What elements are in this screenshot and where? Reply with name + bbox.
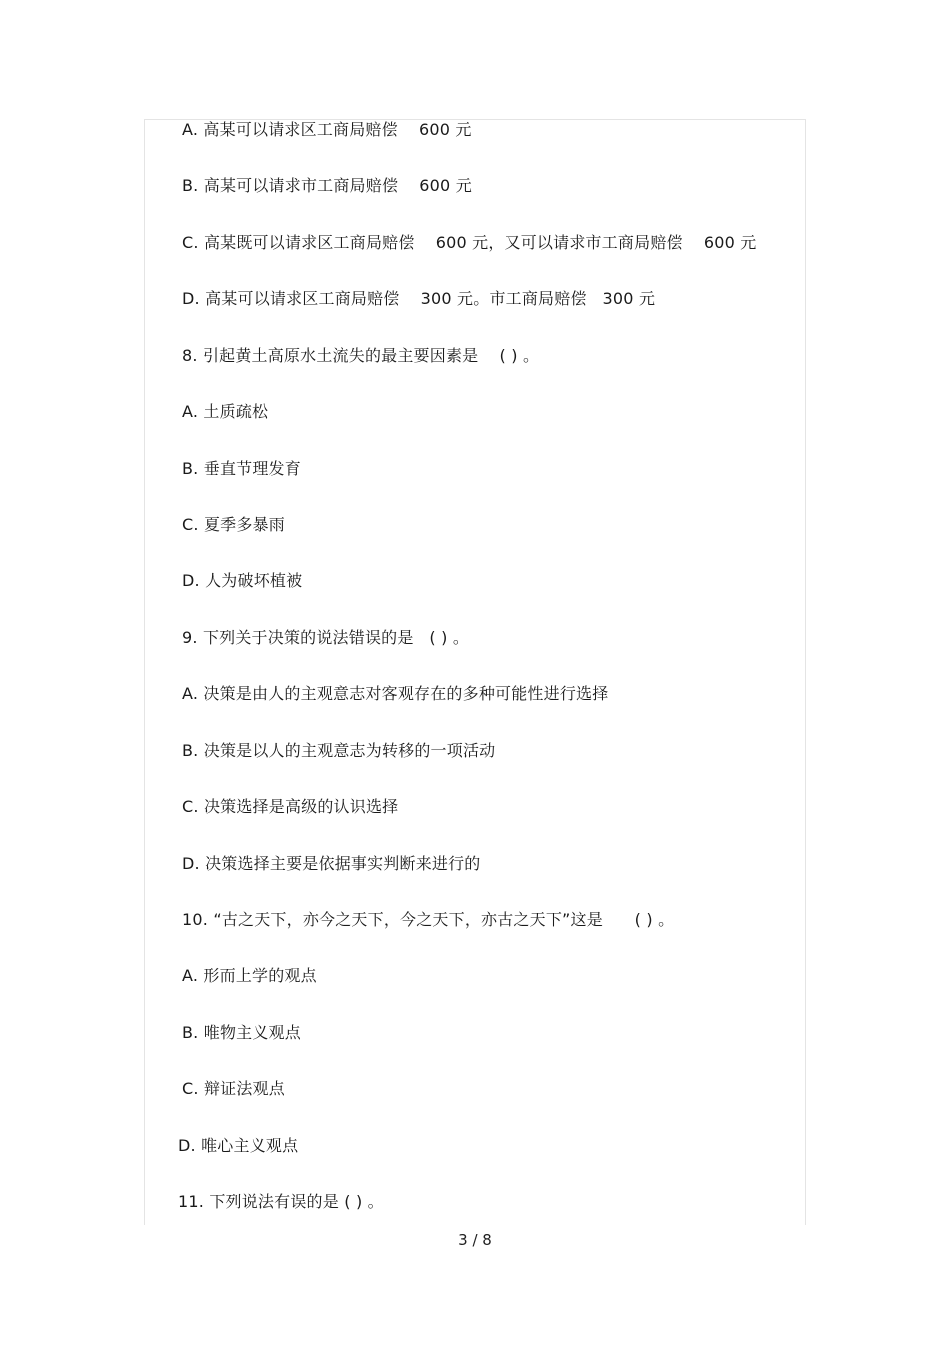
question-8: 8. 引起黄土高原水土流失的最主要因素是 ( ) 。 (182, 346, 540, 365)
page-number: 3 / 8 (458, 1231, 492, 1249)
option-c-q8: C. 夏季多暴雨 (182, 515, 285, 534)
option-c-q7: C. 高某既可以请求区工商局赔偿 600 元，又可以请求市工商局赔偿 600 元 (182, 233, 757, 252)
option-a-q10: A. 形而上学的观点 (182, 966, 317, 985)
option-d-q10: D. 唯心主义观点 (178, 1136, 299, 1155)
option-b-q8: B. 垂直节理发育 (182, 459, 301, 478)
option-d-q9: D. 决策选择主要是依据事实判断来进行的 (182, 854, 481, 873)
question-10: 10. “古之天下，亦今之天下，今之天下，亦古之天下”这是 ( ) 。 (182, 910, 675, 929)
option-a-q8: A. 土质疏松 (182, 402, 269, 421)
question-11: 11. 下列说法有误的是 ( ) 。 (178, 1192, 384, 1211)
option-b-q7: B. 高某可以请求市工商局赔偿 600 元 (182, 176, 472, 195)
option-a-q7: A. 高某可以请求区工商局赔偿 600 元 (182, 120, 472, 139)
option-b-q10: B. 唯物主义观点 (182, 1023, 301, 1042)
option-b-q9: B. 决策是以人的主观意志为转移的一项活动 (182, 741, 496, 760)
page-frame (144, 119, 806, 1225)
question-9: 9. 下列关于决策的说法错误的是 ( ) 。 (182, 628, 470, 647)
option-c-q9: C. 决策选择是高级的认识选择 (182, 797, 399, 816)
option-c-q10: C. 辩证法观点 (182, 1079, 285, 1098)
option-a-q9: A. 决策是由人的主观意志对客观存在的多种可能性进行选择 (182, 684, 609, 703)
option-d-q7: D. 高某可以请求区工商局赔偿 300 元。市工商局赔偿 300 元 (182, 289, 656, 308)
option-d-q8: D. 人为破坏植被 (182, 571, 303, 590)
